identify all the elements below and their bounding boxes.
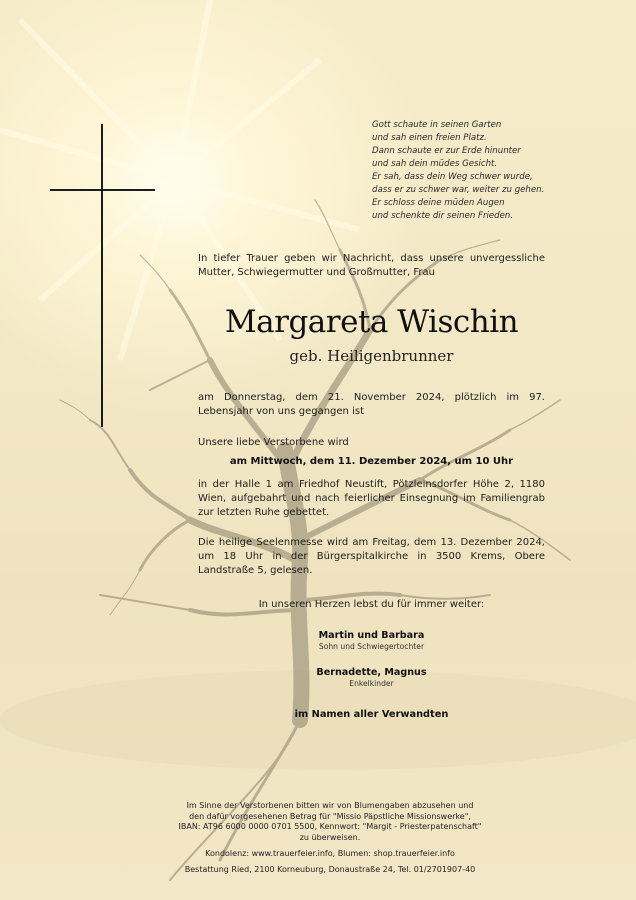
poem-line: und sah einen freien Platz.	[372, 133, 487, 143]
poem-line: dass er zu schwer war, weiter zu gehen.	[372, 185, 545, 195]
mourner-relation: Enkelkinder	[349, 679, 394, 688]
deceased-name: Margareta Wischin	[224, 304, 519, 340]
maiden-name: geb. Heiligenbrunner	[289, 347, 454, 365]
intro-text: In tiefer Trauer geben wir Nachricht, dass unsere unvergessliche Mutter, Schwiegermutter und Großmutter, Frau	[198, 253, 545, 278]
poem	[372, 119, 612, 223]
funeral-lead: Unsere liebe Verstorbene wird	[198, 437, 349, 448]
donation-line: den dafür vorgesehenen Betrag für "Missio Päpstliche Missionswerke",	[189, 811, 471, 821]
poem-line: Dann schaute er zur Erde hinunter	[372, 146, 521, 156]
cross-vertical-bar	[101, 124, 103, 427]
poem-line: Er schloss deine müden Augen	[372, 198, 505, 208]
poem-line: und sah dein müdes Gesicht.	[372, 159, 498, 169]
cross-horizontal-bar	[50, 189, 155, 191]
condolence-info: Kondolenz: www.trauerfeier.info, Blumen: shop.trauerfeier.info	[205, 849, 455, 858]
poem-line: Er sah, dass dein Weg schwer wurde,	[372, 172, 533, 182]
mourner-relation: Sohn und Schwiegertochter	[318, 642, 425, 651]
funeral-location: in der Halle 1 am Friedhof Neustift, Pötzleinsdorfer Höhe 2, 1180 Wien, aufgebahrt und nach feierlicher Einsegnung im Familiengrab zur letzten Ruhe gebettet.	[198, 479, 545, 518]
donation-line: IBAN: AT96 6000 0000 0701 5500, Kennwort: "Margit - Priesterpatenschaft"	[178, 822, 482, 831]
mourner-entry	[198, 667, 545, 689]
closing-line: In unseren Herzen lebst du für immer weiter:	[258, 599, 485, 610]
donation-line: zu überweisen.	[299, 832, 361, 842]
mourner-names: Bernadette, Magnus	[316, 667, 427, 678]
poem-line: und schenkte dir seinen Frieden.	[372, 211, 514, 221]
memorial-mass: Die heilige Seelenmesse wird am Freitag, dem 13. Dezember 2024, um 18 Uhr in der Bürgerspitalkirche in 3500 Krems, Obere Landstraße 5, gelesen.	[198, 537, 545, 576]
mourner-entry	[198, 630, 545, 652]
poem-line: Gott schaute in seinen Garten	[372, 120, 502, 130]
relatives-line: im Namen aller Verwandten	[294, 709, 449, 720]
donation-line: Im Sinne der Verstorbenen bitten wir von Blumengaben abzusehen und	[186, 801, 474, 810]
donation-notice	[130, 801, 530, 843]
funeral-date: am Mittwoch, dem 11. Dezember 2024, um 10 Uhr	[229, 456, 514, 467]
undertaker-info: Bestattung Ried, 2100 Korneuburg, Donaustraße 24, Tel. 01/2701907-40	[184, 865, 476, 874]
mourner-names: Martin und Barbara	[318, 630, 425, 641]
death-notice: am Donnerstag, dem 21. November 2024, plötzlich im 97. Lebensjahr von uns gegangen ist	[198, 392, 545, 417]
